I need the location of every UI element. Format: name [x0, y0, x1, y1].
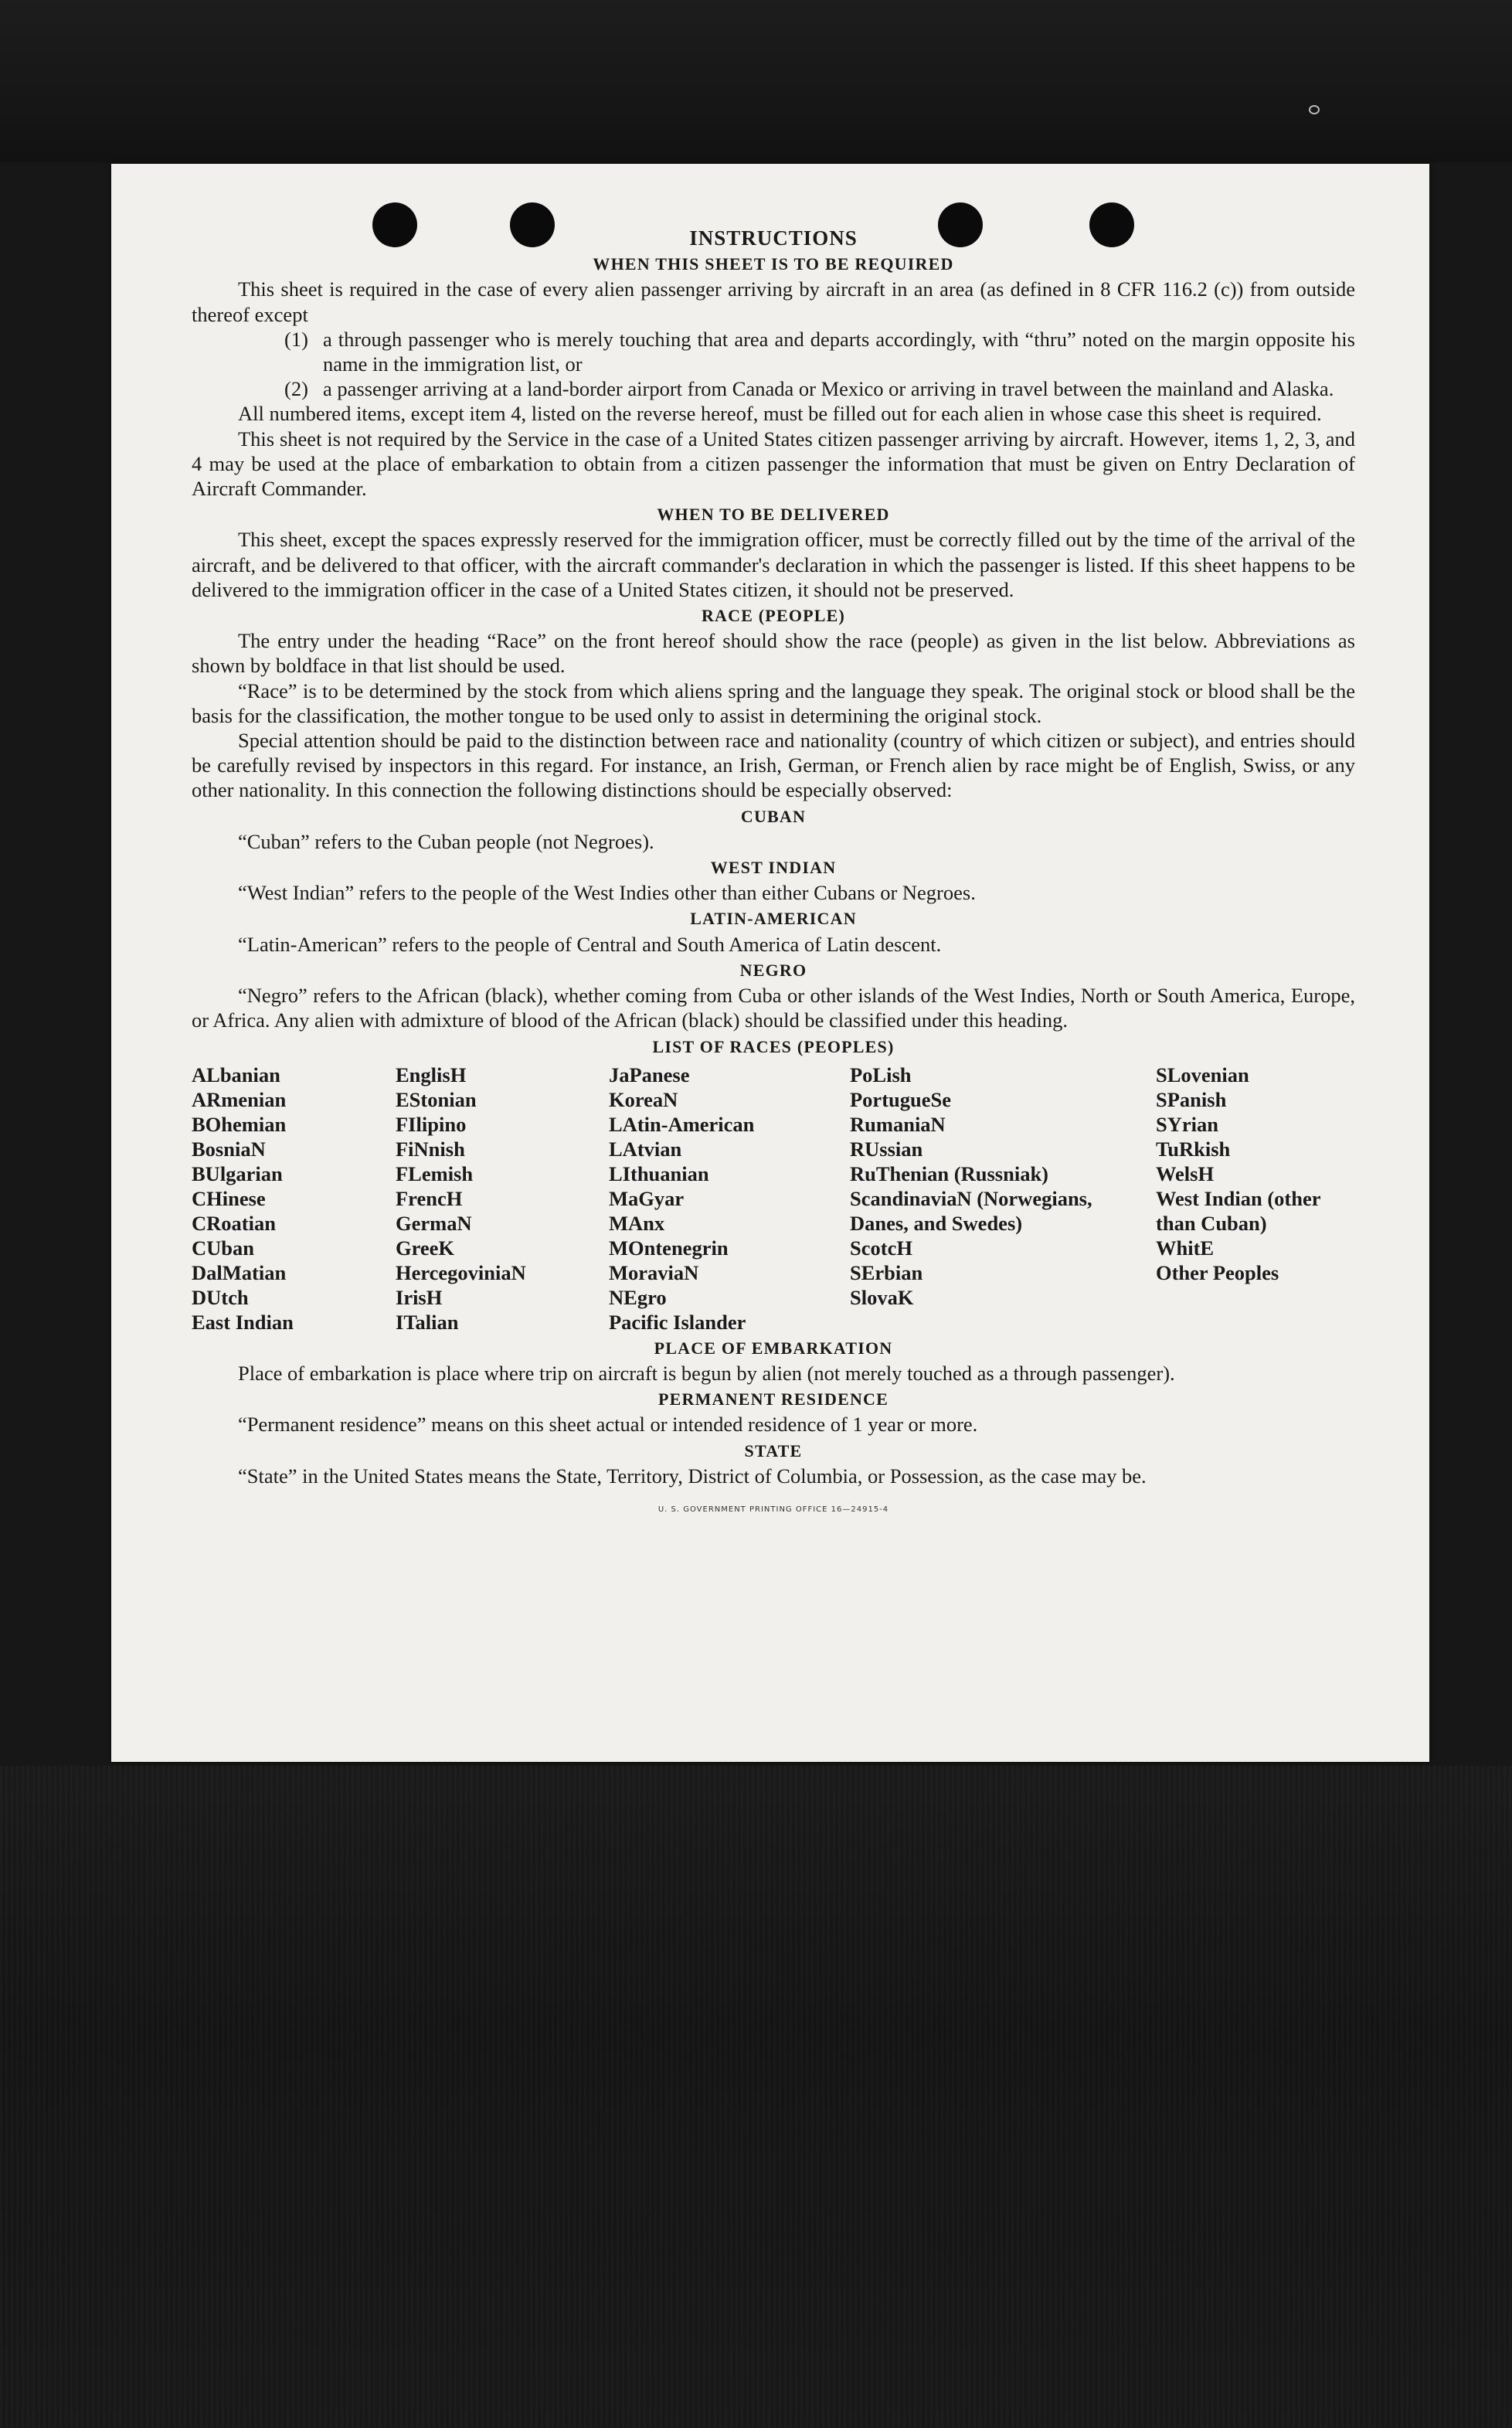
- paragraph-embarkation: Place of embarkation is place where trip on aircraft is begun by alien (not merely touched as a through passenger).: [238, 1361, 1175, 1385]
- race-entry: Other Peoples: [1156, 1260, 1279, 1284]
- exception-text: a passenger arriving at a land-border airport from Canada or Mexico or arriving in travel between the mainland and Alaska.: [323, 377, 1334, 401]
- paragraph-numbered-items: All numbered items, except item 4, listed on the reverse hereof, must be filled out for each alien in whose case this sheet is required.: [238, 402, 1322, 426]
- paragraph-negro: “Negro” refers to the African (black), whether coming from Cuba or other islands of the West Indies, North or South America, Europe, or Africa. Any alien with admixture of blood of the African (black) should be classified under this heading.: [192, 984, 1355, 1032]
- race-entry: MoraviaN: [609, 1260, 699, 1284]
- race-entry: KoreaN: [609, 1087, 678, 1111]
- race-entry: SErbian: [850, 1260, 923, 1284]
- race-entry: SYrian: [1156, 1112, 1218, 1136]
- race-entry: FLemish: [396, 1161, 474, 1185]
- race-entry: PoLish: [850, 1063, 912, 1086]
- heading-when-required: WHEN THIS SHEET IS TO BE REQUIRED: [593, 254, 954, 274]
- race-entry: MOntenegrin: [609, 1236, 729, 1260]
- paragraph-west-indian: “West Indian” refers to the people of the West Indies other than either Cubans or Negroes.: [238, 881, 976, 905]
- race-entry: HercegoviniaN: [396, 1260, 526, 1284]
- paragraph-latin-american: “Latin-American” refers to the people of Central and South America of Latin descent.: [238, 932, 942, 956]
- race-entry: WelsH: [1156, 1161, 1215, 1185]
- race-entry: RUssian: [850, 1137, 923, 1161]
- sheet-content: [192, 226, 1355, 1522]
- race-entry: ALbanian: [192, 1063, 280, 1086]
- race-entry: FIlipino: [396, 1112, 467, 1136]
- heading-negro: NEGRO: [739, 960, 807, 980]
- race-entry: DUtch: [192, 1285, 249, 1309]
- paragraph-state: “State” in the United States means the State, Territory, District of Columbia, or Possession, as the case may be.: [238, 1464, 1147, 1488]
- race-entry: West Indian (other than Cuban): [1156, 1186, 1321, 1235]
- race-entry: EnglisH: [396, 1063, 467, 1086]
- race-entry: GermaN: [396, 1211, 472, 1235]
- heading-cuban: CUBAN: [740, 806, 807, 826]
- race-entry: WhitE: [1156, 1236, 1215, 1260]
- paragraph-race-definition: “Race” is to be determined by the stock from which aliens spring and the language they speak. The original stock or blood shall be the basis for the classification, the mother tongue to be used only to assist in determining the original stock.: [192, 678, 1355, 727]
- race-entry: PortugueSe: [850, 1087, 952, 1111]
- exception-text: a through passenger who is merely touching that area and departs accordingly, with “thru” noted on the margin opposite his name in the immigration list, or: [323, 327, 1355, 376]
- race-entry: FiNnish: [396, 1137, 465, 1161]
- race-entry: DalMatian: [192, 1260, 287, 1284]
- heading-permanent-residence: PERMANENT RESIDENCE: [657, 1389, 889, 1410]
- race-entry: SlovaK: [850, 1285, 914, 1309]
- race-entry: BUlgarian: [192, 1161, 283, 1185]
- paragraph-permanent-residence: “Permanent residence” means on this sheet actual or intended residence of 1 year or more.: [238, 1413, 978, 1437]
- exception-number: (1): [284, 327, 308, 351]
- race-entry: LAtvian: [609, 1137, 682, 1161]
- race-entry: NEgro: [609, 1285, 667, 1309]
- printer-imprint: U. S. GOVERNMENT PRINTING OFFICE 16—24915-4: [657, 1505, 889, 1514]
- race-entry: ITalian: [396, 1310, 459, 1334]
- race-entry: BOhemian: [192, 1112, 287, 1136]
- race-entry: MaGyar: [609, 1186, 685, 1210]
- film-background-top: [0, 0, 1512, 162]
- race-entry: TuRkish: [1156, 1137, 1231, 1161]
- race-column: [1156, 1063, 1355, 1335]
- race-column: [192, 1063, 396, 1335]
- race-entry: ScotcH: [850, 1236, 912, 1260]
- paragraph-requirement: This sheet is required in the case of every alien passenger arriving by aircraft in an area (as defined in 8 CFR 116.2 (c)) from outside thereof except: [192, 277, 1355, 326]
- paragraph-race-nationality: Special attention should be paid to the distinction between race and nationality (country of which citizen or subject), and entries should be carefully revised by inspectors in this regard. For instance, an Irish, German, or French alien by race might be of English, Swiss, or any other nationality. In this connection the following distinctions should be especially observed:: [192, 729, 1355, 802]
- paragraph-delivery: This sheet, except the spaces expressly reserved for the immigration officer, must be correctly filled out by the time of the arrival of the aircraft, and be delivered to that officer, with the aircraft commander's declaration in which the passenger is listed. If this sheet happens to be delivered to the immigration officer in the case of a United States citizen, it should not be preserved.: [192, 528, 1355, 601]
- race-entry: CHinese: [192, 1186, 266, 1210]
- race-entry: CRoatian: [192, 1211, 276, 1235]
- race-entry: SPanish: [1156, 1087, 1227, 1111]
- race-entry: RumaniaN: [850, 1112, 946, 1136]
- heading-state: STATE: [744, 1440, 803, 1461]
- race-entry: IrisH: [396, 1285, 443, 1309]
- race-column: [850, 1063, 1156, 1335]
- heading-when-delivered: WHEN TO BE DELIVERED: [657, 505, 890, 525]
- race-entry: MAnx: [609, 1211, 665, 1235]
- race-entry: FrencH: [396, 1186, 463, 1210]
- race-entry: LAtin-American: [609, 1112, 755, 1136]
- race-entry: RuThenian (Russniak): [850, 1161, 1049, 1185]
- race-column: [396, 1063, 609, 1335]
- race-entry: SLovenian: [1156, 1063, 1249, 1086]
- heading-latin-american: LATIN-AMERICAN: [690, 909, 857, 929]
- race-entry: LIthuanian: [609, 1161, 709, 1185]
- paragraph-race-entry: The entry under the heading “Race” on the front hereof should show the race (people) as given in the list below. Abbreviations as shown by boldface in that list should be used.: [192, 629, 1355, 678]
- paragraph-cuban: “Cuban” refers to the Cuban people (not Negroes).: [238, 829, 654, 853]
- race-entry: Pacific Islander: [609, 1310, 746, 1334]
- film-background-bottom: [0, 1766, 1512, 2428]
- paragraph-citizen: This sheet is not required by the Service in the case of a United States citizen passenger arriving by aircraft. However, items 1, 2, 3, and 4 may be used at the place of embarkation to obtain from a citizen passenger the information that must be given on Entry Declaration of Aircraft Commander.: [192, 427, 1355, 501]
- heading-list-of-races: LIST OF RACES (PEOPLES): [652, 1036, 895, 1056]
- race-entry: ARmenian: [192, 1087, 287, 1111]
- heading-race: RACE (PEOPLE): [701, 606, 846, 626]
- page-title: INSTRUCTIONS: [689, 226, 858, 250]
- exception-item: [284, 327, 1355, 376]
- race-column: [609, 1063, 850, 1335]
- exception-item: [284, 376, 1355, 401]
- instruction-sheet: [111, 164, 1429, 1762]
- race-entry: ScandinaviaN (Norwegians, Danes, and Swedes): [850, 1186, 1092, 1235]
- race-entry: GreeK: [396, 1236, 455, 1260]
- race-entry: East Indian: [192, 1310, 294, 1334]
- heading-embarkation: PLACE OF EMBARKATION: [654, 1338, 893, 1358]
- race-entry: JaPanese: [609, 1063, 690, 1086]
- exception-number: (2): [284, 377, 308, 401]
- race-entry: EStonian: [396, 1087, 477, 1111]
- dust-speck: [1309, 105, 1320, 114]
- race-entry: CUban: [192, 1236, 255, 1260]
- heading-west-indian: WEST INDIAN: [710, 858, 837, 878]
- race-entry: BosniaN: [192, 1137, 266, 1161]
- race-list: [192, 1063, 1355, 1335]
